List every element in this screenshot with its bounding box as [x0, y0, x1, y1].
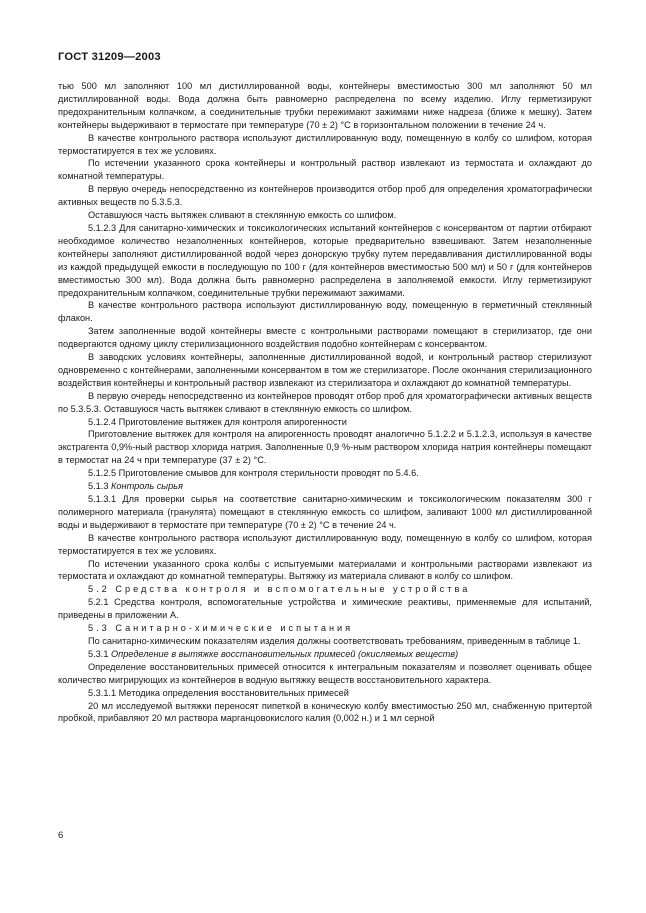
paragraph: В качестве контрольного раствора используют дистиллированную воду, помещенную в колбу со шлифом, которая термостатируется в тех же условиях.: [58, 132, 592, 156]
paragraph: тью 500 мл заполняют 100 мл дистиллированной воды, контейнеры вместимостью 300 мл заполняют 50 мл дистиллированной воды. Вода должна быть равномерно распределена по всему изделию. Иглу герметизируют предохранительным колпачком, а соединительные трубки пережимают зажимами ниже надреза (ближе к мешку). Затем контейнеры выдерживают в термостате при температуре (70 ± 2) °С в горизонтальном положении в течение 24 ч.: [58, 81, 592, 130]
paragraph: Определение восстановительных примесей относится к интегральным показателям и позволяет оценивать общее количество мигрирующих из контейнеров в водную вытяжку веществ восстановительного характера.: [58, 661, 592, 685]
section-heading: 5.2 Средства контроля и вспомогательные устройства: [88, 584, 471, 595]
page-body: [58, 80, 592, 725]
paragraph: Затем заполненные водой контейнеры вместе с контрольными растворами помещают в стерилизатор, где они подвергаются одному циклу стерилизационного воздействия подобно контейнерам с консервантом.: [58, 326, 592, 350]
paragraph: В первую очередь непосредственно из контейнеров проводят отбор проб для хроматографически активных веществ по 5.3.5.3. Оставшуюся часть вытяжек сливают в стеклянную емкость со шлифом.: [58, 390, 592, 414]
paragraph: 5.1.2.5 Приготовление смывов для контроля стерильности проводят по 5.4.6.: [88, 468, 419, 479]
paragraph: Оставшуюся часть вытяжек сливают в стеклянную емкость со шлифом.: [88, 210, 397, 221]
section-number: 5.1.3: [88, 481, 111, 492]
subsection-heading: [58, 480, 592, 493]
subsection-heading: [58, 648, 592, 661]
paragraph: Приготовление вытяжек для контроля на апирогенность проводят аналогично 5.1.2.2 и 5.1.2.3, используя в качестве экстрагента 0,9%-ный раствор хлорида натрия. Заполненные 0,9 %-ным раствором хлорида натрия контейнеры помещают в термостат на 24 ч при температуре (37 ± 2) °С.: [58, 429, 592, 466]
paragraph: По санитарно-химическим показателям изделия должны соответствовать требованиям, приведенным в таблице 1.: [88, 635, 581, 646]
paragraph: 5.2.1 Средства контроля, вспомогательные устройства и химические реактивы, применяемые для испытаний, приведены в приложении А.: [58, 597, 592, 621]
paragraph: По истечении указанного срока колбы с испытуемыми материалами и контрольными растворами извлекают из термостата и охлаждают до комнатной температуры. Вытяжку из материала сливают в колбу со шлифом.: [58, 558, 592, 582]
page-number: 6: [58, 830, 64, 841]
section-title-italic: Определение в вытяжке восстановительных примесей (окисляемых веществ): [111, 648, 459, 659]
paragraph: В первую очередь непосредственно из контейнеров производится отбор проб для определения хроматографически активных веществ по 5.3.5.3.: [58, 184, 592, 208]
paragraph: В заводских условиях контейнеры, заполненные дистиллированной водой, и контрольный раствор стерилизуют одновременно с контейнерами, заполненными консервантом в том же стерилизаторе. После окончания стерилизационного воздействия контейнеры и контрольный раствор извлекают из стерилизатора и охлаждают до комнатной температуры.: [58, 352, 592, 388]
paragraph: 20 мл исследуемой вытяжки переносят пипеткой в коническую колбу вместимостью 250 мл, снабженную притертой пробкой, прибавляют 20 мл раствора марганцовокислого калия (0,002 н.) и 1 мл серной: [58, 700, 592, 724]
subsection-heading: 5.1.2.4 Приготовление вытяжек для контроля апирогенности: [88, 416, 347, 427]
section-heading: 5.3 Санитарно-химические испытания: [88, 623, 354, 634]
paragraph: В качестве контрольного раствора используют дистиллированную воду, помещенную в колбу со шлифом, которая термостатируется в тех же условиях.: [58, 532, 592, 556]
paragraph: 5.1.3.1 Для проверки сырья на соответствие санитарно-химическим и токсикологическим показателям 300 г полимерного материала (гранулята) помещают в стеклянную емкость со шлифом, заливают 1000 мл дистиллированной воды и выдерживают в термостате при температуре (70 ± 2) °С в течение 24 ч.: [58, 494, 592, 530]
section-number: 5.3.1: [88, 648, 111, 659]
document-code: ГОСТ 31209—2003: [58, 51, 161, 63]
paragraph: В качестве контрольного раствора используют дистиллированную воду, помещенную в герметичный стеклянный флакон.: [58, 300, 592, 324]
section-title-italic: Контроль сырья: [111, 481, 183, 492]
paragraph: 5.1.2.3 Для санитарно-химических и токсикологических испытаний контейнеров с консервантом от партии отбирают необходимое количество незаполненных контейнеров, которые предварительно взвешивают. Затем незаполненные контейнеры заполняют дистиллированной водой через донорскую трубку путем передавливания дистиллированной воды из каждой предыдущей емкости в последующую по 100 г (для контейнеров вместимостью 500 мл) и 50 г (для контейнеров вместимостью 300 мл). Вода должна быть равномерно распределена в заполняемой емкости. Иглу герметизируют предохранительным колпачком, соединительные трубки пережимают зажимами.: [58, 222, 592, 298]
paragraph: По истечении указанного срока контейнеры и контрольный раствор извлекают из термостата и охлаждают до комнатной температуры.: [58, 158, 592, 182]
subsection-heading: 5.3.1.1 Методика определения восстановительных примесей: [88, 687, 349, 698]
